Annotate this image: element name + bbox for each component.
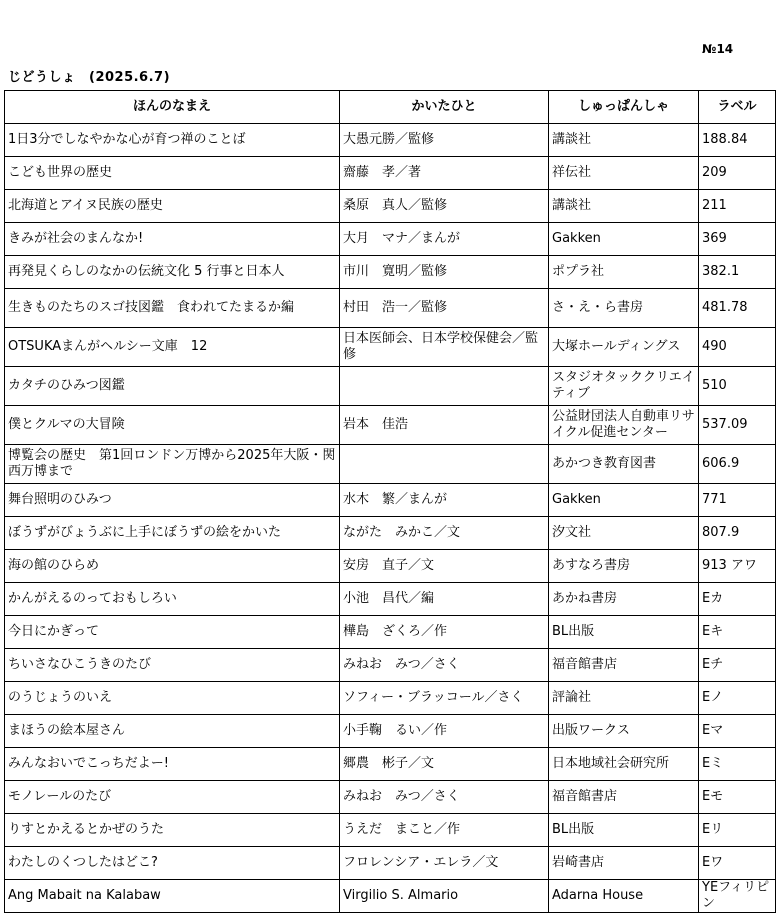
book-label: 807.9 — [699, 517, 776, 550]
book-publisher: Adarna House — [549, 880, 699, 913]
book-publisher: 講談社 — [549, 124, 699, 157]
table-row — [5, 328, 776, 367]
table-row — [5, 484, 776, 517]
book-label: 481.78 — [699, 289, 776, 328]
table-row — [5, 880, 776, 913]
book-label: 490 — [699, 328, 776, 367]
book-title: りすとかえるとかぜのうた — [5, 814, 340, 847]
book-author: うえだ まこと／作 — [340, 814, 549, 847]
column-header-author: かいたひと — [340, 91, 549, 124]
book-author: 小池 昌代／編 — [340, 583, 549, 616]
book-label: Eミ — [699, 748, 776, 781]
book-author — [340, 445, 549, 484]
book-label: Eマ — [699, 715, 776, 748]
table-row — [5, 550, 776, 583]
book-author: フロレンシア・エレラ／文 — [340, 847, 549, 880]
book-author: ソフィー・ブラッコール／さく — [340, 682, 549, 715]
book-label: Eチ — [699, 649, 776, 682]
book-publisher: 評論社 — [549, 682, 699, 715]
book-title: モノレールのたび — [5, 781, 340, 814]
book-title: ちいさなひこうきのたび — [5, 649, 340, 682]
column-header-title: ほんのなまえ — [5, 91, 340, 124]
book-author: 市川 寛明／監修 — [340, 256, 549, 289]
book-label: 771 — [699, 484, 776, 517]
book-title: こども世界の歴史 — [5, 157, 340, 190]
book-title: 博覧会の歴史 第1回ロンドン万博から2025年大阪・関西万博まで — [5, 445, 340, 484]
book-author: 日本医師会、日本学校保健会／監修 — [340, 328, 549, 367]
book-author: 桑原 真人／監修 — [340, 190, 549, 223]
book-title: きみが社会のまんなか! — [5, 223, 340, 256]
table-row — [5, 748, 776, 781]
book-publisher: スタジオタッククリエイティブ — [549, 367, 699, 406]
book-author: 大愚元勝／監修 — [340, 124, 549, 157]
book-title: 1日3分でしなやかな心が育つ禅のことば — [5, 124, 340, 157]
book-title: かんがえるのっておもしろい — [5, 583, 340, 616]
table-row — [5, 814, 776, 847]
book-publisher: 日本地域社会研究所 — [549, 748, 699, 781]
table-row — [5, 406, 776, 445]
book-label: Eノ — [699, 682, 776, 715]
book-author: 郷農 彬子／文 — [340, 748, 549, 781]
column-header-label: ラベル — [699, 91, 776, 124]
book-label: 537.09 — [699, 406, 776, 445]
book-publisher: さ・え・ら書房 — [549, 289, 699, 328]
book-title: 僕とクルマの大冒険 — [5, 406, 340, 445]
book-label: 913 アワ — [699, 550, 776, 583]
table-row — [5, 649, 776, 682]
book-title: 再発見くらしのなかの伝統文化 5 行事と日本人 — [5, 256, 340, 289]
book-publisher: BL出版 — [549, 616, 699, 649]
book-title: 舞台照明のひみつ — [5, 484, 340, 517]
table-header-row — [5, 91, 776, 124]
book-publisher: ポプラ社 — [549, 256, 699, 289]
book-author: みねお みつ／さく — [340, 649, 549, 682]
book-title: カタチのひみつ図鑑 — [5, 367, 340, 406]
book-author: 村田 浩一／監修 — [340, 289, 549, 328]
book-label: 209 — [699, 157, 776, 190]
table-row — [5, 190, 776, 223]
book-label: 188.84 — [699, 124, 776, 157]
book-label: Eリ — [699, 814, 776, 847]
table-row — [5, 367, 776, 406]
book-title: まほうの絵本屋さん — [5, 715, 340, 748]
book-publisher: Gakken — [549, 484, 699, 517]
table-row — [5, 445, 776, 484]
book-publisher: 福音館書店 — [549, 649, 699, 682]
table-row — [5, 616, 776, 649]
book-title: わたしのくつしたはどこ? — [5, 847, 340, 880]
book-author: Virgilio S. Almario — [340, 880, 549, 913]
book-label: Eモ — [699, 781, 776, 814]
table-row — [5, 157, 776, 190]
book-author: 齋藤 孝／著 — [340, 157, 549, 190]
book-list-table — [4, 90, 776, 913]
book-author: 樺島 ざくろ／作 — [340, 616, 549, 649]
book-publisher: 福音館書店 — [549, 781, 699, 814]
book-title: ぼうずがびょうぶに上手にぼうずの絵をかいた — [5, 517, 340, 550]
book-label: 510 — [699, 367, 776, 406]
book-publisher: あかつき教育図書 — [549, 445, 699, 484]
book-publisher: 講談社 — [549, 190, 699, 223]
book-author: ながた みかこ／文 — [340, 517, 549, 550]
column-header-publisher: しゅっぱんしゃ — [549, 91, 699, 124]
book-publisher: 汐文社 — [549, 517, 699, 550]
book-title: 北海道とアイヌ民族の歴史 — [5, 190, 340, 223]
book-title: OTSUKAまんがヘルシー文庫 12 — [5, 328, 340, 367]
book-title: のうじょうのいえ — [5, 682, 340, 715]
book-publisher: BL出版 — [549, 814, 699, 847]
book-publisher: 大塚ホールディングス — [549, 328, 699, 367]
book-publisher: あかね書房 — [549, 583, 699, 616]
table-row — [5, 517, 776, 550]
book-publisher: 岩崎書店 — [549, 847, 699, 880]
table-row — [5, 583, 776, 616]
book-author: 水木 繁／まんが — [340, 484, 549, 517]
book-author: みねお みつ／さく — [340, 781, 549, 814]
book-label: Eキ — [699, 616, 776, 649]
book-publisher: Gakken — [549, 223, 699, 256]
book-title: 生きものたちのスゴ技図鑑 食われてたまるか編 — [5, 289, 340, 328]
book-author: 岩本 佳浩 — [340, 406, 549, 445]
table-row — [5, 715, 776, 748]
book-label: YEフィリピン — [699, 880, 776, 913]
book-label: 211 — [699, 190, 776, 223]
book-publisher: あすなろ書房 — [549, 550, 699, 583]
book-title: 今日にかぎって — [5, 616, 340, 649]
book-publisher: 公益財団法人自動車リサイクル促進センター — [549, 406, 699, 445]
book-title: Ang Mabait na Kalabaw — [5, 880, 340, 913]
book-author: 安房 直子／文 — [340, 550, 549, 583]
book-label: 382.1 — [699, 256, 776, 289]
table-row — [5, 124, 776, 157]
table-row — [5, 847, 776, 880]
book-title: みんなおいでこっちだよー! — [5, 748, 340, 781]
book-label: 606.9 — [699, 445, 776, 484]
book-publisher: 出版ワークス — [549, 715, 699, 748]
table-row — [5, 223, 776, 256]
table-row — [5, 781, 776, 814]
page-number: №14 — [702, 42, 734, 56]
book-publisher: 祥伝社 — [549, 157, 699, 190]
book-label: 369 — [699, 223, 776, 256]
book-author: 小手鞠 るい／作 — [340, 715, 549, 748]
book-label: Eカ — [699, 583, 776, 616]
table-row — [5, 289, 776, 328]
book-title: 海の館のひらめ — [5, 550, 340, 583]
book-author: 大月 マナ／まんが — [340, 223, 549, 256]
book-label: Eワ — [699, 847, 776, 880]
book-author — [340, 367, 549, 406]
document-title: じどうしょ (2025.6.7) — [8, 70, 171, 85]
table-row — [5, 256, 776, 289]
table-row — [5, 682, 776, 715]
